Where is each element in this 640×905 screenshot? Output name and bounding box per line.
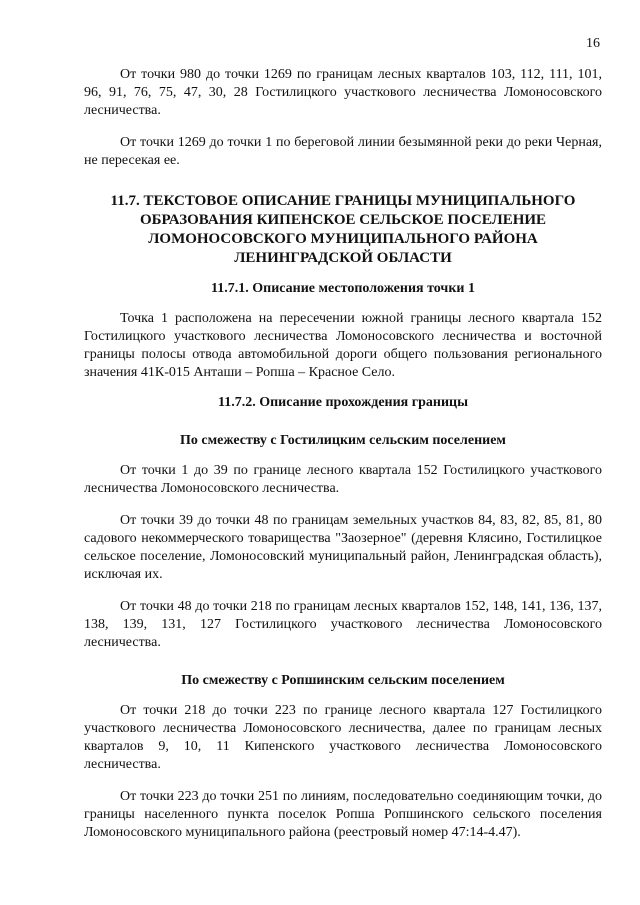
document-body xyxy=(84,66,602,842)
paragraph: От точки 48 до точки 218 по границам лесных кварталов 152, 148, 141, 136, 137, 138, 139, 131, 127 Гостилицкого участкового лесничества Ломоносовского лесничества. xyxy=(84,599,602,650)
section-title: 11.7. ТЕКСТОВОЕ ОПИСАНИЕ ГРАНИЦЫ МУНИЦИПАЛЬНОГО ОБРАЗОВАНИЯ КИПЕНСКОЕ СЕЛЬСКОЕ ПОСЕЛЕНИЕ ЛОМОНОСОВСКОГО МУНИЦИПАЛЬНОГО РАЙОНА ЛЕНИНГРАДСКОЙ ОБЛАСТИ xyxy=(110,193,576,266)
page-number: 16 xyxy=(586,36,600,51)
adjacency-heading: По смежеству с Гостилицким сельским поселением xyxy=(180,433,506,448)
paragraph: От точки 980 до точки 1269 по границам лесных кварталов 103, 112, 111, 101, 96, 91, 76, 75, 47, 30, 28 Гостилицкого участкового лесничества Ломоносовского лесничества. xyxy=(84,67,602,118)
paragraph: От точки 1269 до точки 1 по береговой линии безымянной реки до реки Черная, не пересекая ее. xyxy=(84,135,602,168)
paragraph: От точки 223 до точки 251 по линиям, последовательно соединяющим точки, до границы населенного пункта поселок Ропша Ропшинского сельского поселения Ломоносовского муниципального района (реестровый номер 47:14-4.47). xyxy=(84,789,602,840)
subsection-title: 11.7.2. Описание прохождения границы xyxy=(217,395,469,410)
paragraph: Точка 1 расположена на пересечении южной границы лесного квартала 152 Гостилицкого участкового лесничества Ломоносовского лесничества и восточной границы полосы отвода автомобильной дороги общего пользования регионального значения 41К-015 Анташи – Ропша – Красное Село. xyxy=(84,311,602,380)
subsection-title: 11.7.1. Описание местоположения точки 1 xyxy=(211,281,475,296)
paragraph: От точки 218 до точки 223 по границе лесного квартала 127 Гостилицкого участкового лесничества Ломоносовского лесничества, далее по границам лесных кварталов 9, 10, 11 Кипенского участкового лесничества Ломоносовского лесничества. xyxy=(84,703,602,772)
adjacency-heading: По смежеству с Ропшинским сельским поселением xyxy=(181,673,505,688)
paragraph: От точки 39 до точки 48 по границам земельных участков 84, 83, 82, 85, 81, 80 садового некоммерческого товарищества "Заозерное" (деревня Клясино, Гостилицкое сельское поселение, Ломоносовский муниципальный район, Ленинградская область), исключая их. xyxy=(84,513,602,582)
paragraph: От точки 1 до 39 по границе лесного квартала 152 Гостилицкого участкового лесничества Ломоносовского лесничества. xyxy=(84,463,602,496)
